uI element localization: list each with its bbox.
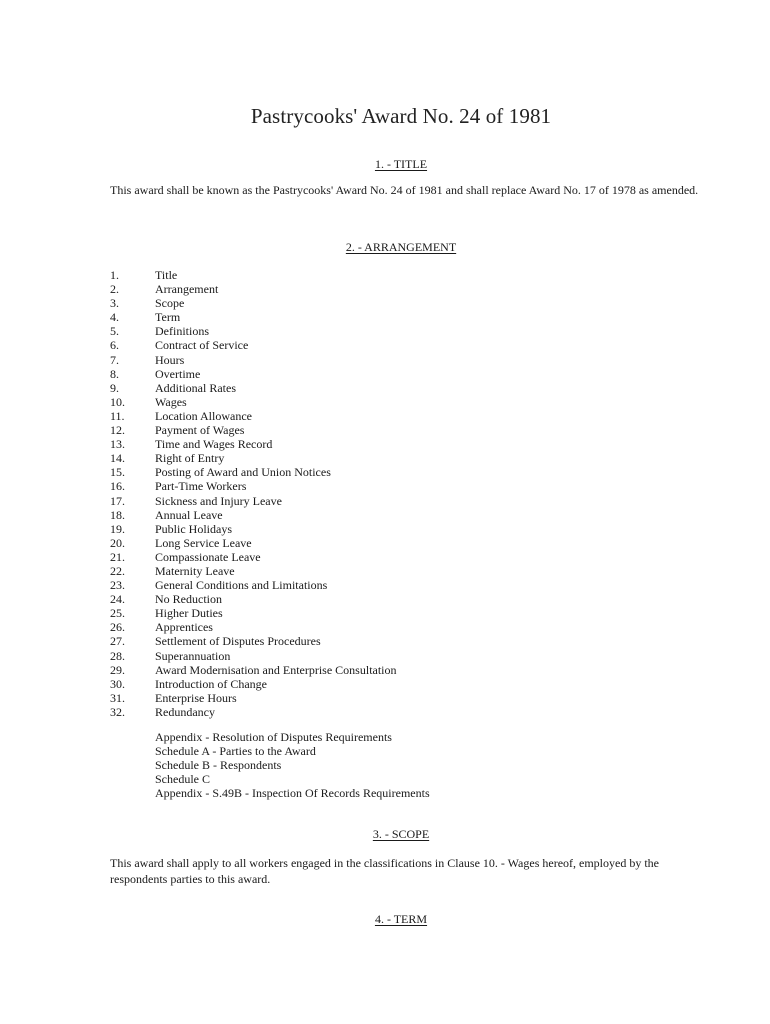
appendix-item: Appendix - Resolution of Disputes Requirements [155, 730, 392, 744]
list-item [110, 677, 397, 691]
list-item [110, 437, 397, 451]
appendix-item: Appendix - S.49B - Inspection Of Records Requirements [155, 786, 430, 800]
arrangement-list [110, 268, 397, 719]
list-item [110, 592, 397, 606]
list-item [110, 649, 397, 663]
list-item-label: Introduction of Change [155, 676, 267, 691]
list-item-label: Overtime [155, 366, 201, 381]
list-item [110, 494, 397, 508]
list-item-label: Higher Duties [155, 606, 223, 621]
list-item [110, 705, 397, 719]
list-item-number: 1. [110, 268, 119, 282]
list-item-number: 11. [110, 408, 125, 423]
list-item-label: Right of Entry [155, 451, 225, 466]
list-item-label: Compassionate Leave [155, 549, 261, 564]
list-item [110, 451, 397, 465]
list-item-number: 28. [110, 648, 125, 663]
list-item [110, 691, 397, 705]
list-item [110, 395, 397, 409]
list-item [110, 663, 397, 677]
list-item-number: 4. [110, 310, 119, 325]
list-item-number: 27. [110, 634, 125, 649]
list-item-label: Superannuation [155, 648, 231, 663]
list-item-label: Sickness and Injury Leave [155, 493, 282, 508]
appendix-item: Schedule C [155, 772, 210, 786]
list-item [110, 423, 397, 437]
list-item-label: Additional Rates [155, 380, 236, 395]
list-item-number: 12. [110, 423, 125, 438]
list-item-number: 8. [110, 366, 119, 381]
list-item-label: Long Service Leave [155, 535, 252, 550]
list-item-number: 3. [110, 296, 119, 311]
list-item-number: 29. [110, 662, 125, 677]
list-item-number: 31. [110, 690, 125, 705]
list-item [110, 536, 397, 550]
section-title-text: This award shall be known as the Pastrycooks' Award No. 24 of 1981 and shall replace Award No. 17 of 1978 as amended. [110, 183, 699, 197]
list-item-label: Part-Time Workers [155, 479, 247, 494]
list-item-number: 23. [110, 578, 125, 593]
list-item [110, 606, 397, 620]
list-item-label: Enterprise Hours [155, 690, 237, 705]
list-item-number: 32. [110, 704, 125, 719]
section-heading-title: 1. - TITLE [374, 157, 428, 171]
list-item [110, 620, 397, 634]
list-item-number: 15. [110, 465, 125, 480]
list-item [110, 296, 397, 310]
list-item-label: Redundancy [155, 704, 215, 719]
list-item [110, 522, 397, 536]
list-item-number: 14. [110, 451, 125, 466]
list-item-label: No Reduction [155, 592, 222, 607]
appendix-item: Schedule A - Parties to the Award [155, 744, 316, 758]
list-item-label: General Conditions and Limitations [155, 578, 328, 593]
list-item [110, 310, 397, 324]
list-item [110, 338, 397, 352]
list-item-number: 30. [110, 676, 125, 691]
list-item [110, 479, 397, 493]
list-item-number: 24. [110, 592, 125, 607]
list-item-number: 18. [110, 507, 125, 522]
list-item-label: Time and Wages Record [155, 437, 273, 452]
list-item-label: Apprentices [155, 620, 213, 635]
list-item-number: 2. [110, 282, 119, 297]
list-item [110, 550, 397, 564]
list-item-number: 10. [110, 394, 125, 409]
list-item-number: 20. [110, 535, 125, 550]
list-item [110, 465, 397, 479]
list-item-number: 13. [110, 437, 125, 452]
list-item-number: 17. [110, 493, 125, 508]
list-item [110, 634, 397, 648]
list-item-label: Maternity Leave [155, 563, 235, 578]
list-item-number: 16. [110, 479, 125, 494]
list-item-number: 22. [110, 563, 125, 578]
list-item-label: Title [155, 268, 178, 282]
list-item-label: Annual Leave [155, 507, 223, 522]
document-title: Pastrycooks' Award No. 24 of 1981 [250, 104, 552, 128]
list-item [110, 268, 397, 282]
list-item-label: Award Modernisation and Enterprise Consultation [155, 662, 397, 677]
list-item-label: Settlement of Disputes Procedures [155, 634, 321, 649]
list-item-number: 9. [110, 380, 119, 395]
section-heading-arrangement: 2. - ARRANGEMENT [345, 240, 457, 254]
list-item-label: Wages [155, 394, 187, 409]
list-item-label: Payment of Wages [155, 423, 245, 438]
list-item-label: Posting of Award and Union Notices [155, 465, 331, 480]
section-scope-text: This award shall apply to all workers engaged in the classifications in Clause 10. - Wages hereof, employed by the respondents parties to this award. [110, 856, 659, 886]
list-item-number: 6. [110, 338, 119, 353]
appendix-item: Schedule B - Respondents [155, 758, 282, 772]
list-item [110, 353, 397, 367]
list-item [110, 381, 397, 395]
list-item-label: Term [155, 310, 181, 325]
list-item-number: 26. [110, 620, 125, 635]
section-heading-scope: 3. - SCOPE [372, 827, 430, 841]
list-item-label: Contract of Service [155, 338, 249, 353]
list-item [110, 367, 397, 381]
list-item [110, 324, 397, 338]
list-item-number: 21. [110, 549, 125, 564]
list-item [110, 564, 397, 578]
list-item-label: Public Holidays [155, 521, 232, 536]
list-item [110, 578, 397, 592]
list-item-number: 25. [110, 606, 125, 621]
appendix-list [155, 730, 430, 800]
list-item-label: Definitions [155, 324, 209, 339]
list-item [110, 282, 397, 296]
section-heading-term: 4. - TERM [374, 912, 428, 926]
list-item-label: Location Allowance [155, 408, 252, 423]
list-item-number: 5. [110, 324, 119, 339]
list-item-label: Scope [155, 296, 185, 311]
list-item-number: 19. [110, 521, 125, 536]
list-item [110, 409, 397, 423]
list-item-number: 7. [110, 352, 119, 367]
list-item-label: Arrangement [155, 282, 219, 297]
list-item [110, 508, 397, 522]
list-item-label: Hours [155, 352, 185, 367]
